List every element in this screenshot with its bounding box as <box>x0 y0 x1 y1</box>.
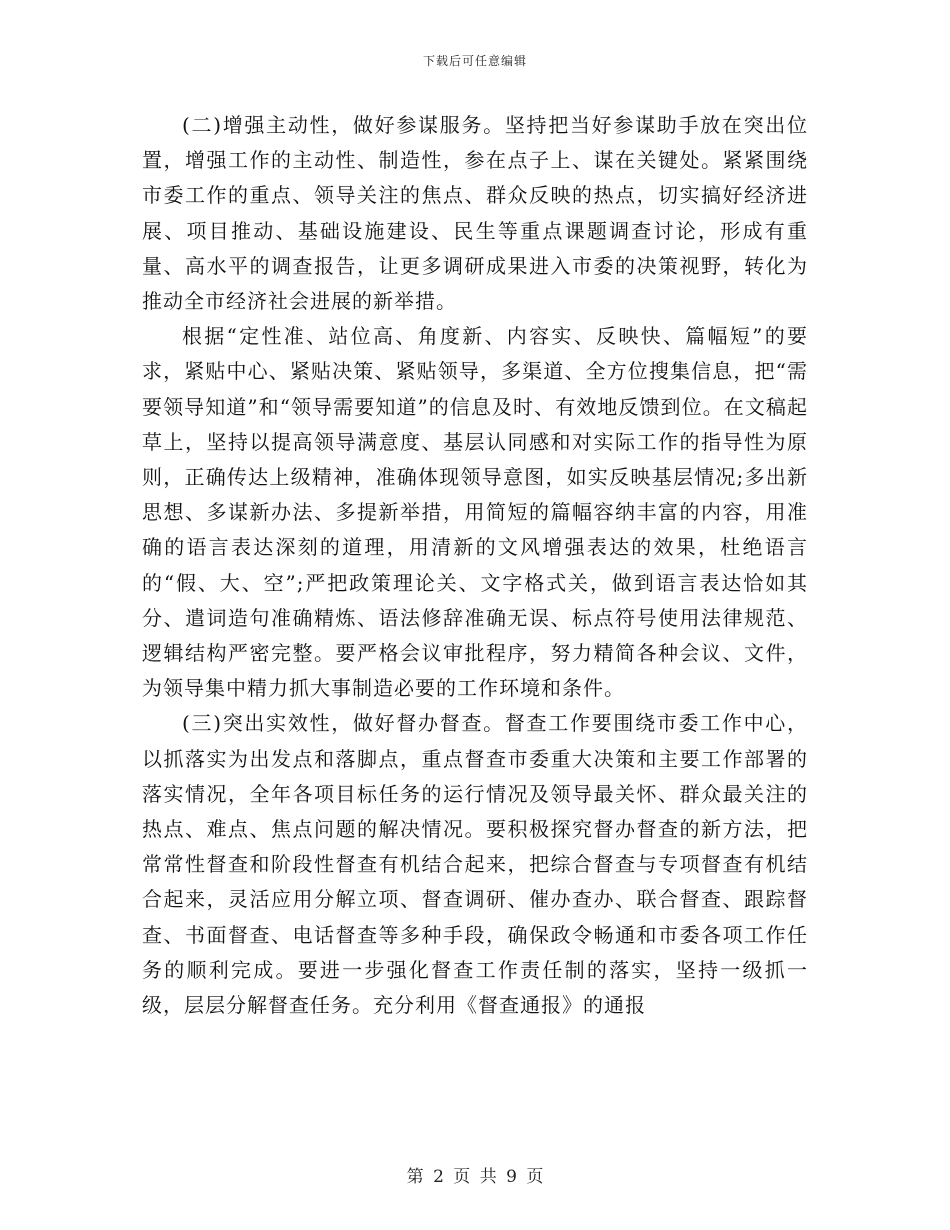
page-number: 第 2 页 共 9 页 <box>406 1167 544 1187</box>
paragraph-1: (二)增强主动性，做好参谋服务。坚持把当好参谋助手放在突出位置，增强工作的主动性、制造性，参在点子上、谋在关键处。紧紧围绕市委工作的重点、领导关注的焦点、群众反映的热点，切实搞好经济进展、项目推动、基础设施建设、民生等重点课题调查讨论，形成有重量、高水平的调查报告，让更多调研成果进入市委的决策视野，转化为推动全市经济社会进展的新举措。 <box>142 113 808 314</box>
paragraph-3: (三)突出实效性，做好督办督查。督查工作要围绕市委工作中心，以抓落实为出发点和落脚点，重点督查市委重大决策和主要工作部署的落实情况，全年各项目标任务的运行情况及领导最关怀、群众最关注的热点、难点、焦点问题的解决情况。要积极探究督办督查的新方法，把常常性督查和阶段性督查有机结合起来，把综合督查与专项督查有机结合起来，灵活应用分解立项、督查调研、催办查办、联合督查、跟踪督查、书面督查、电话督查等多种手段，确保政令畅通和市委各项工作任务的顺利完成。要进一步强化督查工作责任制的落实，坚持一级抓一级，层层分解督查任务。充分利用《督查通报》的通报 <box>142 711 808 1018</box>
paragraph-2: 根据“定性准、站位高、角度新、内容实、反映快、篇幅短”的要求，紧贴中心、紧贴决策、紧贴领导，多渠道、全方位搜集信息，把“需要领导知道”和“领导需要知道”的信息及时、有效地反馈到位。在文稿起草上，坚持以提高领导满意度、基层认同感和对实际工作的指导性为原则，正确传达上级精神，准确体现领导意图，如实反映基层情况;多出新思想、多谋新办法、多提新举措，用简短的篇幅容纳丰富的内容，用准确的语言表达深刻的道理，用清新的文风增强表达的效果，杜绝语言的“假、大、空”;严把政策理论关、文字格式关，做到语言表达恰如其分、遣词造句准确精炼、语法修辞准确无误、标点符号使用法律规范、逻辑结构严密完整。要严格会议审批程序，努力精简各种会议、文件，为领导集中精力抓大事制造必要的工作环境和条件。 <box>142 324 808 701</box>
page-header-note: 下载后可任意编辑 <box>422 54 527 68</box>
document-body <box>142 108 808 1023</box>
